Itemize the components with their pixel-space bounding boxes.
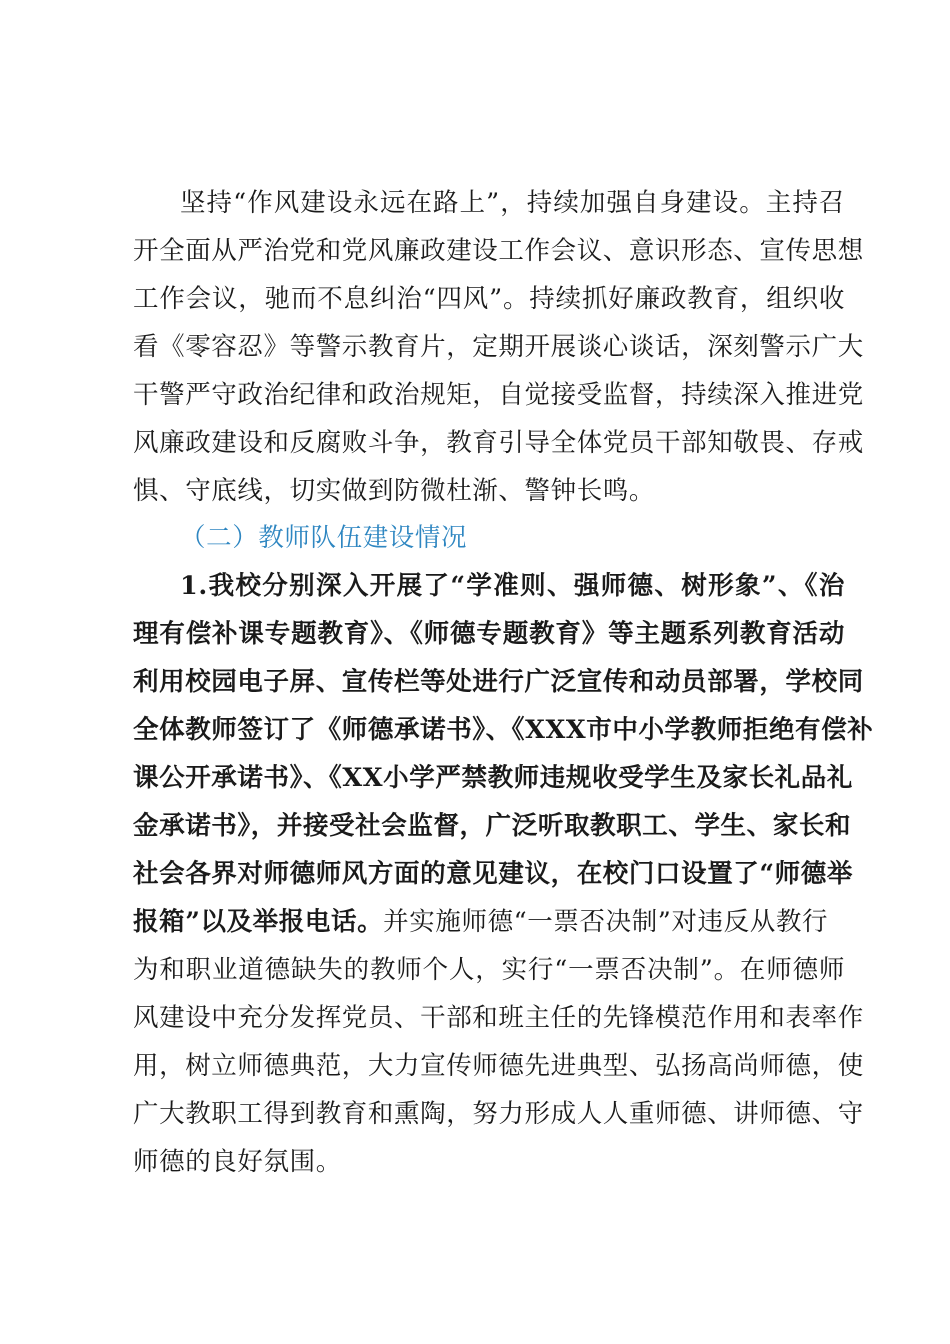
paragraph-line: 全体教师签订了《师德承诺书》、《XXX市中小学教师拒绝有偿补 [133, 715, 874, 745]
paragraph-line: 工作会议，驰而不息纠治“四风”。持续抓好廉政教育，组织收 [133, 284, 845, 314]
section-heading: （二）教师队伍建设情况 [180, 523, 468, 553]
paragraph-line: 用，树立师德典范，大力宣传师德先进典型、弘扬高尚师德，使 [133, 1051, 864, 1081]
bold-segment: 报箱”以及举报电话。 [133, 907, 384, 937]
paragraph-line-mixed [133, 904, 845, 940]
paragraph-line: 1.我校分别深入开展了“学准则、强师德、树形象”、《治 [180, 571, 845, 601]
paragraph-line: 惧、守底线，切实做到防微杜渐、警钟长鸣。 [133, 476, 656, 506]
paragraph-line: 风建设中充分发挥党员、干部和班主任的先锋模范作用和表率作 [133, 1003, 864, 1033]
paragraph-line: 课公开承诺书》、《XX小学严禁教师违规收受学生及家长礼品礼 [133, 763, 853, 793]
paragraph-line: 坚持“作风建设永远在路上”，持续加强自身建设。主持召 [180, 188, 845, 218]
paragraph-line: 广大教职工得到教育和熏陶，努力形成人人重师德、讲师德、守 [133, 1099, 864, 1129]
paragraph-line: 为和职业道德缺失的教师个人，实行“一票否决制”。在师德师 [133, 955, 845, 985]
paragraph-line: 看《零容忍》等警示教育片，定期开展谈心谈话，深刻警示广大 [133, 332, 864, 362]
paragraph-line: 干警严守政治纪律和政治规矩，自觉接受监督，持续深入推进党 [133, 380, 864, 410]
paragraph-line: 社会各界对师德师风方面的意见建议，在校门口设置了“师德举 [133, 859, 853, 889]
paragraph-line: 理有偿补课专题教育》、《师德专题教育》等主题系列教育活动 [133, 619, 845, 649]
normal-segment: 并实施师德“一票否决制”对违反从教行 [383, 907, 829, 937]
paragraph-line: 开全面从严治党和党风廉政建设工作会议、意识形态、宣传思想 [133, 236, 864, 266]
paragraph-line: 利用校园电子屏、宣传栏等处进行广泛宣传和动员部署，学校同 [133, 667, 864, 697]
paragraph-line: 金承诺书》，并接受社会监督，广泛听取教职工、学生、家长和 [133, 811, 852, 841]
paragraph-line: 风廉政建设和反腐败斗争，教育引导全体党员干部知敬畏、存戒 [133, 428, 864, 458]
paragraph-line: 师德的良好氛围。 [133, 1147, 342, 1177]
